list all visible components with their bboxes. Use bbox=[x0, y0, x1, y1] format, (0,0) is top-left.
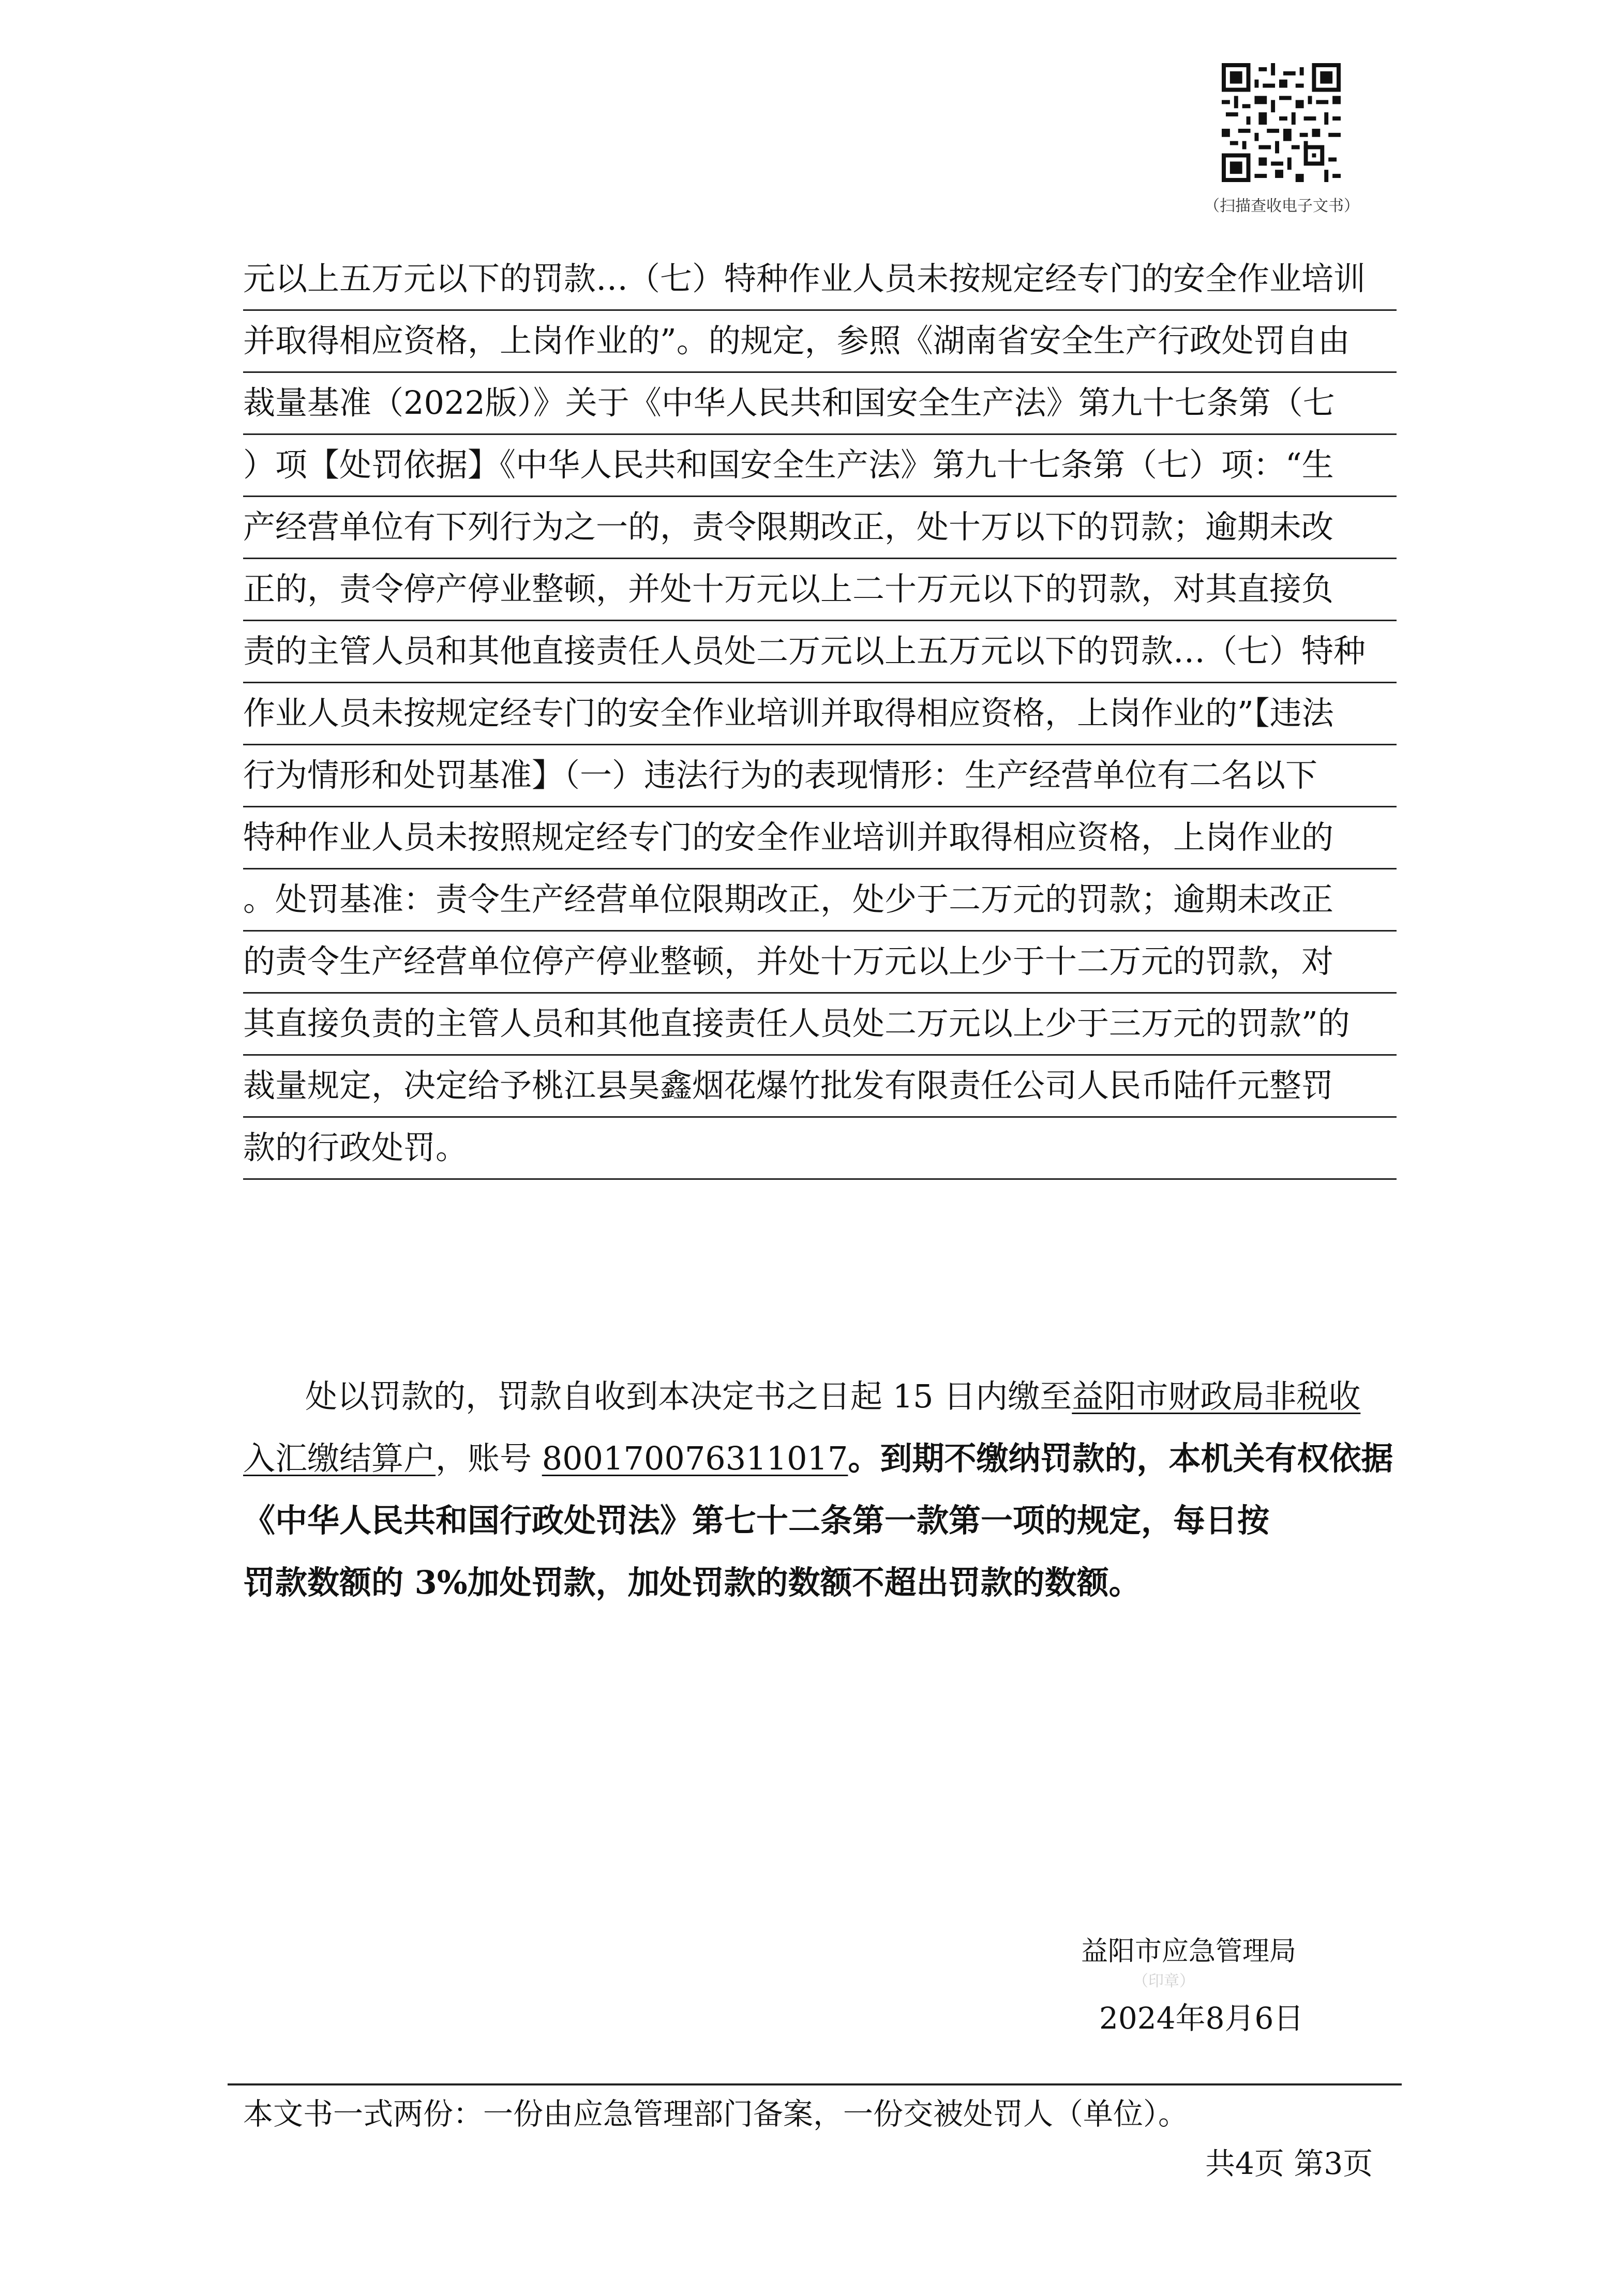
paragraph-line: 款的行政处罚。 bbox=[243, 1117, 1397, 1180]
payment-line-1 bbox=[305, 1365, 1360, 1428]
seal-placeholder: （印章） bbox=[1133, 1972, 1195, 1990]
payment-account-name: 益阳市财政局非税收 bbox=[1072, 1377, 1361, 1415]
payment-account-type: 入汇缴结算户 bbox=[243, 1439, 436, 1477]
paragraph-line: 行为情形和处罚基准】（一）违法行为的表现情形：生产经营单位有二名以下 bbox=[243, 745, 1397, 807]
page-number: 共4页 第3页 bbox=[1205, 2146, 1373, 2181]
paragraph-line: 裁量基准（2022版）》关于《中华人民共和国安全生产法》第九十七条第（七 bbox=[243, 372, 1397, 435]
paragraph-line: ）项【处罚依据】《中华人民共和国安全生产法》第九十七条第（七）项：“生 bbox=[243, 434, 1397, 497]
paragraph-line: 。处罚基准：责令生产经营单位限期改正，处少于二万元的罚款；逾期未改正 bbox=[243, 869, 1397, 932]
paragraph-line: 的责令生产经营单位停产停业整顿，并处十万元以上少于十二万元的罚款，对 bbox=[243, 931, 1397, 994]
paragraph-line: 产经营单位有下列行为之一的，责令限期改正，处十万以下的罚款；逾期未改 bbox=[243, 497, 1397, 559]
qr-code bbox=[1222, 63, 1341, 182]
footer-note: 本文书一式两份：一份由应急管理部门备案，一份交被处罚人（单位）。 bbox=[243, 2096, 1189, 2132]
paragraph-line: 责的主管人员和其他直接责任人员处二万元以上五万元以下的罚款…（七）特种 bbox=[243, 621, 1397, 683]
paragraph-line: 正的，责令停产停业整顿，并处十万元以上二十万元以下的罚款，对其直接负 bbox=[243, 559, 1397, 621]
issue-date: 2024年8月6日 bbox=[1099, 2001, 1304, 2036]
footer-divider bbox=[228, 2083, 1402, 2085]
penalty-rate: 3% bbox=[414, 1564, 468, 1601]
payment-text: ，账号 bbox=[436, 1439, 542, 1477]
paragraph-line: 裁量规定，决定给予桃江县昊鑫烟花爆竹批发有限责任公司人民币陆仟元整罚 bbox=[243, 1055, 1397, 1118]
paragraph-line: 元以上五万元以下的罚款…（七）特种作业人员未按规定经专门的安全作业培训 bbox=[243, 248, 1397, 311]
paragraph-line: 其直接负责的主管人员和其他直接责任人员处二万元以上少于三万元的罚款”的 bbox=[243, 993, 1397, 1056]
payment-text: 。到期不缴纳罚款的，本机关有权依据 bbox=[848, 1439, 1393, 1477]
payment-line-2 bbox=[243, 1428, 1393, 1490]
payment-text: 罚款数额的 bbox=[243, 1564, 415, 1601]
paragraph-line: 特种作业人员未按照规定经专门的安全作业培训并取得相应资格，上岗作业的 bbox=[243, 807, 1397, 869]
account-number: 800170076311017 bbox=[542, 1439, 848, 1477]
payment-line-3: 《中华人民共和国行政处罚法》第七十二条第一款第一项的规定，每日按 bbox=[243, 1502, 1270, 1539]
payment-text: 处以罚款的，罚款自收到本决定书之日起 15 日内缴至 bbox=[305, 1377, 1072, 1415]
paragraph-line: 并取得相应资格，上岗作业的”。的规定，参照《湖南省安全生产行政处罚自由 bbox=[243, 310, 1397, 373]
paragraph-line: 作业人员未按规定经专门的安全作业培训并取得相应资格，上岗作业的”【违法 bbox=[243, 683, 1397, 745]
payment-line-4 bbox=[243, 1552, 1141, 1614]
payment-text: 加处罚款，加处罚款的数额不超出罚款的数额。 bbox=[467, 1564, 1141, 1601]
issuing-authority: 益阳市应急管理局 bbox=[1081, 1936, 1297, 1967]
qr-caption: （扫描查收电子文书） bbox=[1204, 197, 1359, 215]
